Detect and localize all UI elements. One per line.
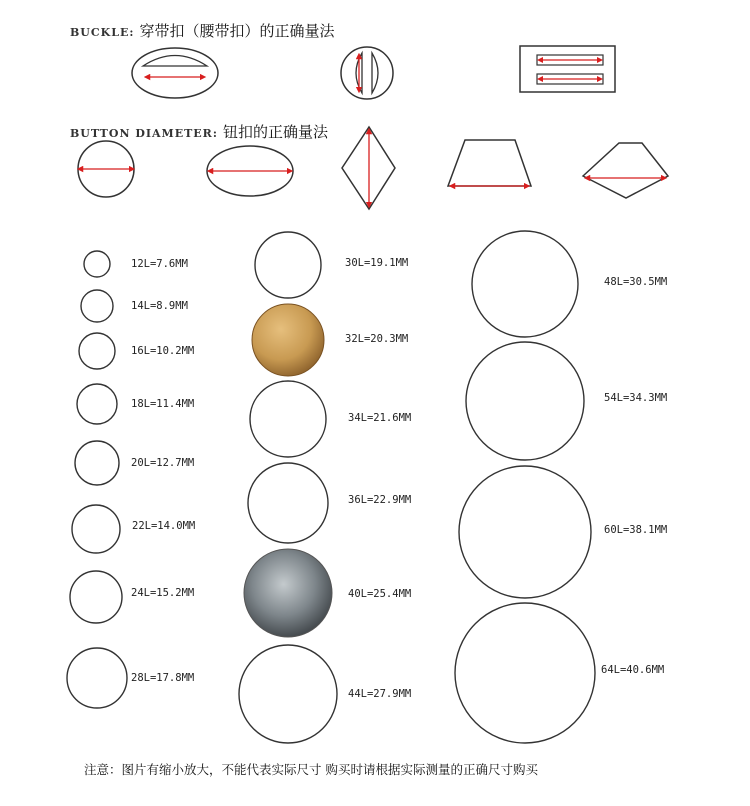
size-label: 60L=38.1MM [604,524,668,536]
size-label: 12L=7.6MM [131,258,188,270]
size-circle-24l [70,571,122,623]
size-label: 18L=11.4MM [131,398,195,410]
size-circle-40l [244,549,332,637]
button-round-diagram [78,141,134,197]
size-label: 16L=10.2MM [131,345,195,357]
size-circle-48l [472,231,578,337]
size-circle-16l [79,333,115,369]
size-label: 54L=34.3MM [604,392,668,404]
size-circle-12l [84,251,110,277]
size-label: 48L=30.5MM [604,276,668,288]
button-oval-diagram [207,146,293,196]
size-circle-34l [250,381,326,457]
size-label: 44L=27.9MM [348,688,412,700]
size-circle-30l [255,232,321,298]
button-pentagon-diagram [583,143,668,198]
size-label: 32L=20.3MM [345,333,409,345]
button-diameter-heading: BUTTON DIAMETER: 钮扣的正确量法 [70,123,328,141]
size-circle-64l [455,603,595,743]
size-label: 22L=14.0MM [132,520,196,532]
button-trapezoid-diagram [448,140,531,186]
size-circle-20l [75,441,119,485]
size-circle-60l [459,466,591,598]
size-circle-54l [466,342,584,460]
buckle-rectangle-diagram [520,46,615,92]
buckle-round-diagram [341,47,393,99]
buckle-heading: BUCKLE: 穿带扣（腰带扣）的正确量法 [70,22,335,40]
size-label: 20L=12.7MM [131,457,195,469]
size-label: 64L=40.6MM [601,664,665,676]
size-circle-44l [239,645,337,743]
size-label: 14L=8.9MM [131,300,188,312]
size-label: 30L=19.1MM [345,257,409,269]
button-diamond-diagram [342,127,395,209]
size-circle-36l [248,463,328,543]
size-label: 24L=15.2MM [131,587,195,599]
size-label: 28L=17.8MM [131,672,195,684]
size-circle-18l [77,384,117,424]
size-circle-32l [252,304,324,376]
size-label: 36L=22.9MM [348,494,412,506]
size-circle-14l [81,290,113,322]
size-circle-28l [67,648,127,708]
size-circle-22l [72,505,120,553]
size-label: 40L=25.4MM [348,588,412,600]
disclaimer-note: 注意：图片有缩小放大，不能代表实际尺寸 购买时请根据实际测量的正确尺寸购买 [84,762,538,777]
size-label: 34L=21.6MM [348,412,412,424]
buckle-oval-diagram [132,48,218,98]
